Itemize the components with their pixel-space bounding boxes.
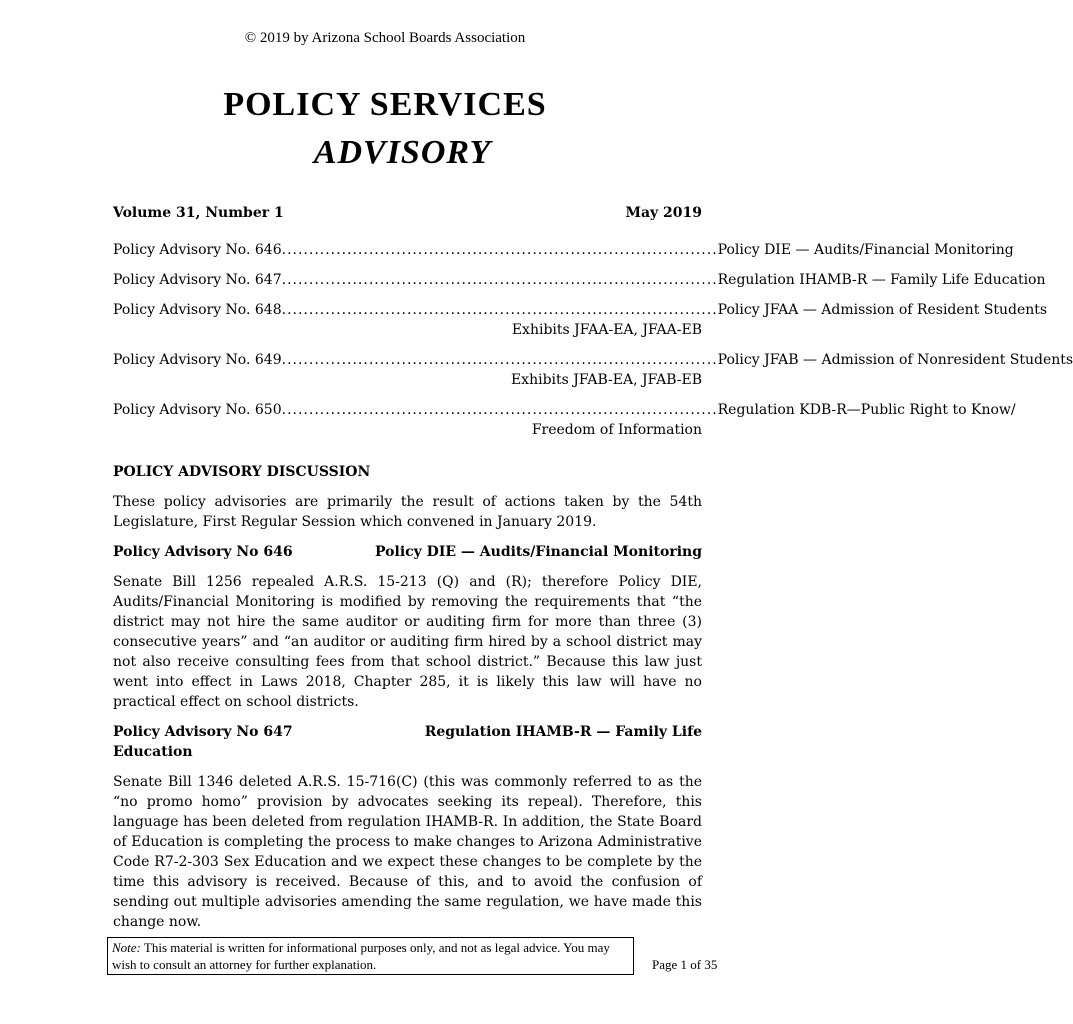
discussion-section <box>113 462 702 942</box>
copyright-line: © 2019 by Arizona School Boards Association <box>244 30 526 46</box>
leader-dots: ................................................................................ <box>281 402 718 418</box>
advisory-description: Regulation IHAMB-R — Family Life Education <box>717 272 1046 288</box>
disclaimer-note <box>107 937 634 975</box>
title-policy-services: POLICY SERVICES <box>223 86 547 123</box>
advisory-646-number: Policy Advisory No 646 <box>113 544 293 560</box>
advisory-647-title: Regulation IHAMB-R — Family Life <box>424 724 702 740</box>
title-advisory: ADVISORY <box>313 134 492 171</box>
discussion-intro: These policy advisories are primarily the result of actions taken by the 54th Legislature, First Regular Session which convened in January 2019. <box>113 494 702 530</box>
advisory-label: Policy Advisory No. 648 <box>113 302 282 318</box>
advisory-label: Policy Advisory No. 647 <box>113 272 282 288</box>
leader-dots: ................................................................................ <box>281 302 718 318</box>
advisory-description: Policy DIE — Audits/Financial Monitoring <box>717 242 1014 258</box>
issue-date: May 2019 <box>625 205 702 221</box>
advisory-label: Policy Advisory No. 649 <box>113 352 282 368</box>
advisory-647-body: Senate Bill 1346 deleted A.R.S. 15-716(C) (this was commonly referred to as the “no promo homo” provision by advocates seeking its repeal). Therefore, this language has been deleted from regulation IHAMB-R. In addition, the State Board of Education is completing the process to make changes to Arizona Administrative Code R7-2-303 Sex Education and we expect these changes to be complete by the time this advisory is received. Because of this, and to avoid the confusion of sending out multiple advisories amending the same regulation, we have made this change now. <box>113 774 702 930</box>
advisory-647-number: Policy Advisory No 647 <box>113 724 293 740</box>
note-text: This material is written for informational purposes only, and not as legal advice. You may wish to consult an attorney for further explanation. <box>112 940 610 972</box>
page-number: Page 1 of 35 <box>652 957 718 972</box>
advisory-exhibits: Exhibits JFAB-EA, JFAB-EB <box>510 372 702 388</box>
leader-dots: ................................................................................ <box>281 272 718 288</box>
leader-dots: ................................................................................ <box>281 352 718 368</box>
advisory-description: Policy JFAB — Admission of Nonresident Students <box>717 352 1073 368</box>
issue-line <box>113 205 702 221</box>
note-label: Note: <box>112 940 141 955</box>
advisory-item <box>113 240 1014 260</box>
advisory-item <box>113 270 1046 290</box>
advisory-647-heading <box>113 722 702 762</box>
advisory-list <box>113 240 1073 450</box>
advisory-description: Regulation KDB-R—Public Right to Know/ <box>717 402 1016 418</box>
discussion-heading: POLICY ADVISORY DISCUSSION <box>113 464 371 480</box>
advisory-647-title-cont: Education <box>113 744 193 760</box>
advisory-label: Policy Advisory No. 646 <box>113 242 282 258</box>
advisory-item <box>113 350 1073 390</box>
advisory-646-heading <box>113 542 702 562</box>
leader-dots: ................................................................................ <box>281 242 718 258</box>
advisory-description: Policy JFAA — Admission of Resident Students <box>717 302 1048 318</box>
advisory-subtitle: Freedom of Information <box>531 422 702 438</box>
advisory-label: Policy Advisory No. 650 <box>113 402 282 418</box>
advisory-exhibits: Exhibits JFAA-EA, JFAA-EB <box>511 322 702 338</box>
advisory-item <box>113 400 1016 440</box>
advisory-item <box>113 300 1048 340</box>
advisory-646-body: Senate Bill 1256 repealed A.R.S. 15-213 (Q) and (R); therefore Policy DIE, Audits/Financial Monitoring is modified by removing the requirements that “the district may not hire the same auditor or auditing firm for more than three (3) consecutive years” and “an auditor or auditing firm hired by a school district may not also receive consulting fees from that school district.” Because this law just went into effect in Laws 2018, Chapter 285, it is likely this law will have no practical effect on school districts. <box>113 574 702 710</box>
volume-number: Volume 31, Number 1 <box>113 205 284 221</box>
advisory-646-title: Policy DIE — Audits/Financial Monitoring <box>375 544 702 560</box>
